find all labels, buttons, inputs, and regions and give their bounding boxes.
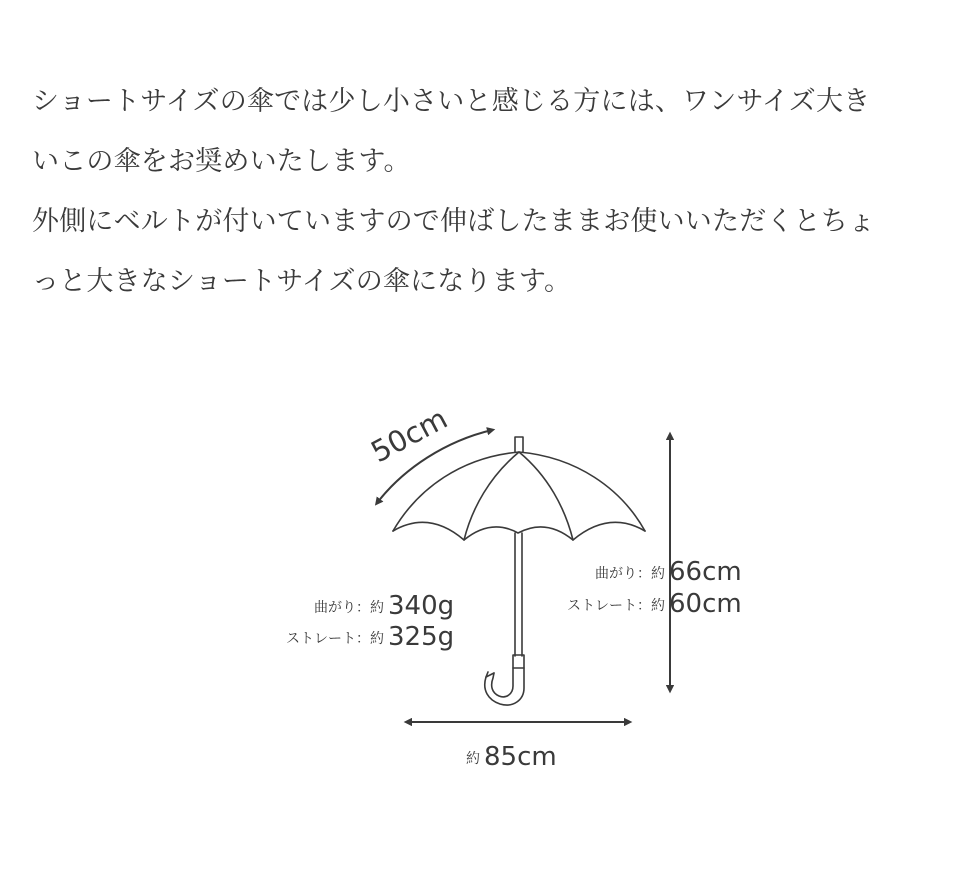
weight-curved-value: 340g bbox=[388, 591, 455, 621]
weight-curved-label: 曲がり：約 bbox=[314, 600, 384, 616]
description-line-3: 外側にベルトが付いていますので伸ばしたままお使いいただくとちょ bbox=[32, 206, 876, 237]
description-line-1: ショートサイズの傘では少し小さいと感じる方には、ワンサイズ大き bbox=[32, 86, 871, 117]
length-straight-value: 60cm bbox=[669, 589, 742, 619]
weight-straight-value: 325g bbox=[388, 622, 455, 652]
weight-labels bbox=[286, 591, 454, 652]
description-line-4: っと大きなショートサイズの傘になります。 bbox=[32, 266, 572, 297]
diameter-value: 85cm bbox=[484, 742, 557, 772]
length-straight-label: ストレート：約 bbox=[567, 598, 665, 614]
diameter-labels bbox=[466, 742, 557, 772]
weight-straight-label: ストレート：約 bbox=[286, 631, 384, 647]
length-curved-value: 66cm bbox=[669, 557, 742, 587]
length-labels bbox=[567, 557, 742, 619]
description-line-2: いこの傘をお奨めいたします。 bbox=[32, 146, 411, 177]
rib-length-label: 50cm bbox=[365, 401, 453, 470]
diameter-prefix: 約 bbox=[466, 751, 480, 767]
length-curved-label: 曲がり：約 bbox=[595, 566, 665, 582]
